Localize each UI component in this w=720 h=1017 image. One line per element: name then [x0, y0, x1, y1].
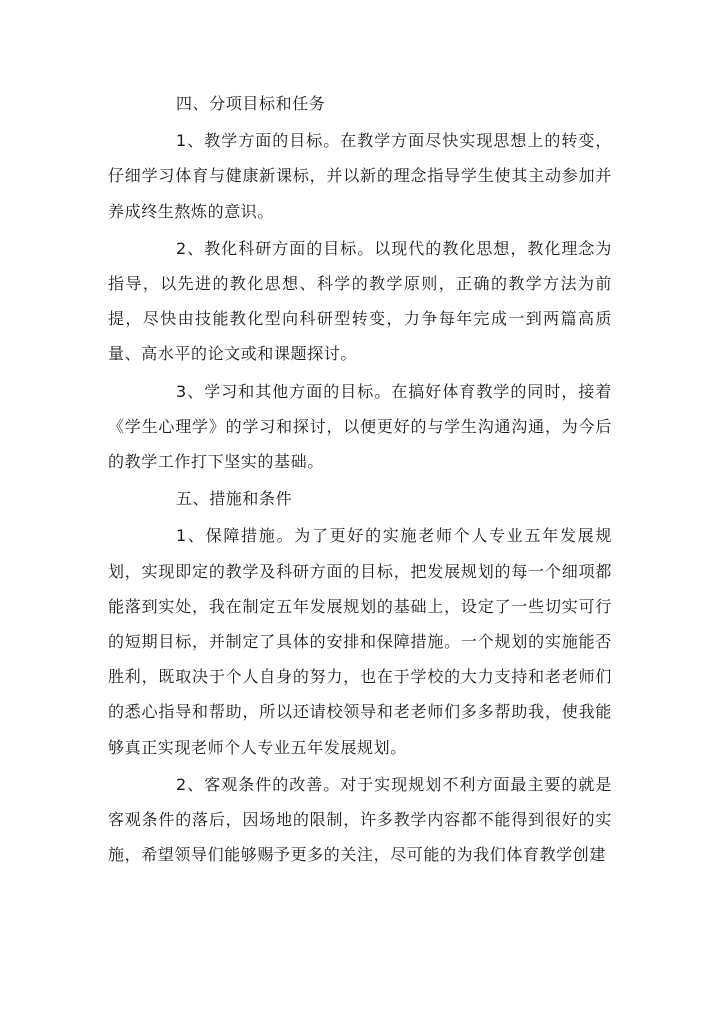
section-5-heading: 五、措施和条件: [176, 489, 293, 509]
section-4-paragraph-3: 3、学习和其他方面的目标。在搞好体育教学的同时，接着《学生心理学》的学习和探讨，以便更好的与学生沟通沟通，为今后的教学工作打下坚实的基础。: [108, 381, 612, 472]
section-4-heading: 四、分项目标和任务: [176, 94, 326, 113]
section-5-paragraph-1: 1、保障措施。为了更好的实施老师个人专业五年发展规划，实现即定的教学及科研方面的目标，把发展规划的每一个细项都能落到实处，我在制定五年发展规划的基础上，设定了一些切实可行的短期目标，并制定了具体的安排和保障措施。一个规划的实施能否胜利，既取决于个人自身的努力，也在于学校的大力支持和老老师们的悉心指导和帮助，所以还请校领导和老老师们多多帮助我，使我能够真正实现老师个人专业五年发展规划。: [108, 526, 612, 757]
section-4-paragraph-2: 2、教化科研方面的目标。以现代的教化思想，教化理念为指导，以先进的教化思想、科学的教学原则，正确的教学方法为前提，尽快由技能教化型向科研型转变，力争每年完成一到两篇高质量、高水平的论文或和课题探讨。: [108, 238, 612, 364]
section-4-paragraph-1: 1、教学方面的目标。在教学方面尽快实现思想上的转变，仔细学习体育与健康新课标，并以新的理念指导学生使其主动参加并养成终生熬炼的意识。: [108, 131, 612, 221]
document-body: [108, 86, 612, 874]
section-5-paragraph-2: 2、客观条件的改善。对于实现规划不利方面最主要的就是客观条件的落后，因场地的限制，许多教学内容都不能得到很好的实施，希望领导们能够赐予更多的关注，尽可能的为我们体育教学创建: [108, 774, 612, 865]
